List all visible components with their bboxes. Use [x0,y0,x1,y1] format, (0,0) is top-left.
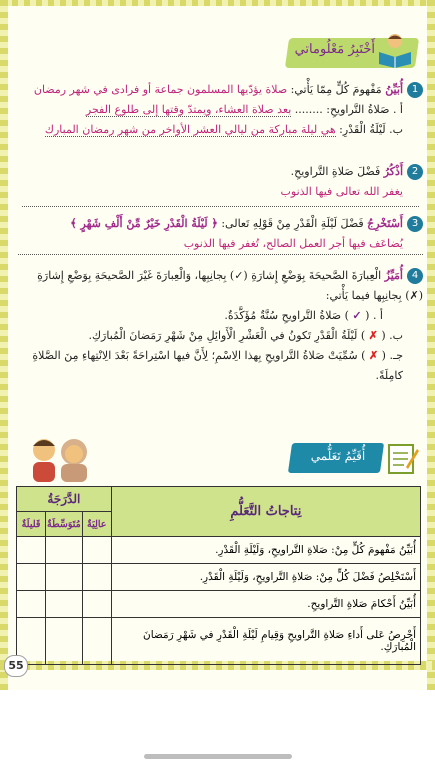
statement-text: سُمِّيَتْ صَلاةُ التَّراويحِ بِهذا الِاسْمِ؛ لِأَنَّ فيها اسْتِراحَةً بَعْدَ الِانْتِهاءِ مِنَ الصَّلاةِ كامِلَةً. [32,349,403,382]
table-row [17,591,421,618]
grade-cell-medium[interactable] [46,591,83,618]
outcome-text: أَحْرِصُ عَلى أَداءِ صَلاةِ التَّراويحِ وَقِيامِ لَيْلَةِ الْقَدْرِ في شَهْرِ رَمَضانَ الْمُبارَكِ. [111,618,420,665]
cross-mark: ✗ [368,329,378,342]
grade-cell-high[interactable] [82,618,111,665]
question-1-item-a [18,100,423,120]
outcomes-header: نِتاجاتُ التَّعَلُّمِ [111,487,420,537]
page-number: 55 [4,655,28,677]
item-label: جـ. [389,349,403,362]
grade-cell-medium[interactable] [46,537,83,564]
notepad-pencil-icon [386,441,420,475]
question-2-prompt-line [18,162,423,182]
page-border-left [0,0,8,690]
check-mark: ✓ [352,309,362,322]
question-verb: أُبَيِّنُ [385,83,403,96]
statement-text: صَلاةُ التَّراويحِ سُنَّةٌ مُؤَكَّدَةٌ. [224,309,342,322]
question-1 [18,80,423,140]
home-indicator[interactable] [144,754,292,759]
question-prompt: الْعِبارَةَ الصَّحيحَةَ بِوَضْعِ إِشارَةِ (✓) بِجانِبِها، وَالْعِبارَةَ غَيْرَ الصَّحيحَةِ بِوَضْعِ إِشارَةِ (✗) بِجانِبِها فيما يَأْتي: [37,269,423,302]
self-evaluation-table [16,486,421,665]
item-label: ب. لَيْلَةُ الْقَدْرِ: [335,123,403,136]
table-row [17,564,421,591]
outcome-text: أُبَيِّنُ مَفْهومَ كُلٍّ مِنْ: صَلاةِ التَّراويحِ، وَلَيْلَةِ الْقَدْرِ. [111,537,420,564]
question-3 [18,214,423,255]
question-verb: أُمَيِّزُ [384,269,403,282]
outcome-text: أَسْتَخْلِصُ فَضْلَ كُلٍّ مِنْ: صَلاةِ التَّراويحِ، وَلَيْلَةِ الْقَدْرِ. [111,564,420,591]
quran-verse: ﴿ لَيْلَةُ الْقَدْرِ خَيْرٌ مِّنْ أَلْفِ شَهْرٍ ﴾ [70,217,218,230]
question-prompt: مَفْهومَ كُلٍّ مِمّا يَأْتي: [290,83,382,96]
answer-text: بعد صلاة العشاء، ويمتدّ وقتها إلى طلوع الفجر [85,103,292,116]
question-prompt: فَضْلَ صَلاةِ التَّراويحِ. [290,165,381,178]
page-border-right [427,0,435,690]
table-row [17,618,421,665]
answer-dotted-line [22,202,419,207]
grade-medium-header: مُتَوَسِّطَةٌ [46,512,83,537]
question-1-item-b [18,120,423,140]
question-4-prompt-line [18,266,423,306]
children-illustration [24,432,96,482]
answer-text: يُضاعَف فيها أجر العمل الصالح، تُغفر فيها الذنوب [18,234,423,255]
question-4 [18,266,423,386]
question-number: 2 [407,164,423,180]
grade-cell-medium[interactable] [46,618,83,665]
statement-item: أ . ( ✓ ) صَلاةُ التَّراويحِ سُنَّةٌ مُؤَكَّدَةٌ. [224,309,383,322]
grade-cell-high[interactable] [82,591,111,618]
cross-mark: ✗ [368,349,379,362]
item-label: ب. [389,329,403,342]
student-reading-icon [375,30,415,68]
grade-high-header: عالِيَةٌ [82,512,111,537]
grade-low-header: قَليلَةٌ [17,512,46,537]
question-verb: أَذْكُرُ [383,165,403,178]
grade-cell-low[interactable] [17,537,46,564]
question-number: 3 [407,216,423,232]
table-row [17,537,421,564]
item-label: أ . صَلاةُ التَّراويحِ: ........ [294,103,403,116]
question-number: 1 [407,82,423,98]
question-verb: أَسْتَخْرِجُ [367,217,403,230]
question-3-prompt-line [18,214,423,234]
grade-cell-low[interactable] [17,564,46,591]
statement-text: لَيْلَةُ الْقَدْرِ تَكونُ في الْعَشْرِ الْأَوائِلِ مِنْ شَهْرِ رَمَضانَ الْمُبارَكِ. [88,329,358,342]
statement-item: جـ. ( ✗ ) سُمِّيَتْ صَلاةُ التَّراويحِ بِهذا الِاسْمِ؛ لِأَنَّ فيها اسْتِراحَةً بَعْدَ الِانْتِهاءِ مِنَ الصَّلاةِ كامِلَةً. [32,349,403,382]
grade-cell-high[interactable] [82,564,111,591]
section-title: أَخْتَبِرُ مَعْلُوماتي [294,42,375,57]
evaluation-title: أُقَيِّمُ تَعَلُّمي [310,449,366,463]
item-label: أ . [372,309,383,322]
question-1-prompt-line [18,80,423,100]
statement-item: ب. ( ✗ ) لَيْلَةُ الْقَدْرِ تَكونُ في الْعَشْرِ الْأَوائِلِ مِنْ شَهْرِ رَمَضانَ الْمُبارَكِ. [88,329,403,342]
grade-cell-low[interactable] [17,591,46,618]
question-number: 4 [407,268,423,284]
answer-text: صلاة يؤدّيها المسلمون جماعة أو فرادى في شهر رمضان [33,83,288,96]
grade-header: الدَّرَجَةُ [17,487,112,512]
grade-cell-medium[interactable] [46,564,83,591]
outcome-text: أُبَيِّنُ أَحْكامَ صَلاةِ التَّراويحِ. [111,591,420,618]
answer-text: هي ليلة مباركة من ليالي العشر الأواخر من شهر رمضان المبارك [44,123,336,136]
grade-cell-high[interactable] [82,537,111,564]
page-border-top [0,0,435,6]
question-2 [18,162,423,207]
answer-text: يغفر الله تعالى فيها الذنوب [280,185,403,198]
question-prompt: فَضْلَ لَيْلَةِ الْقَدْرِ مِنْ قَوْلِهِ تَعالى: [221,217,364,230]
